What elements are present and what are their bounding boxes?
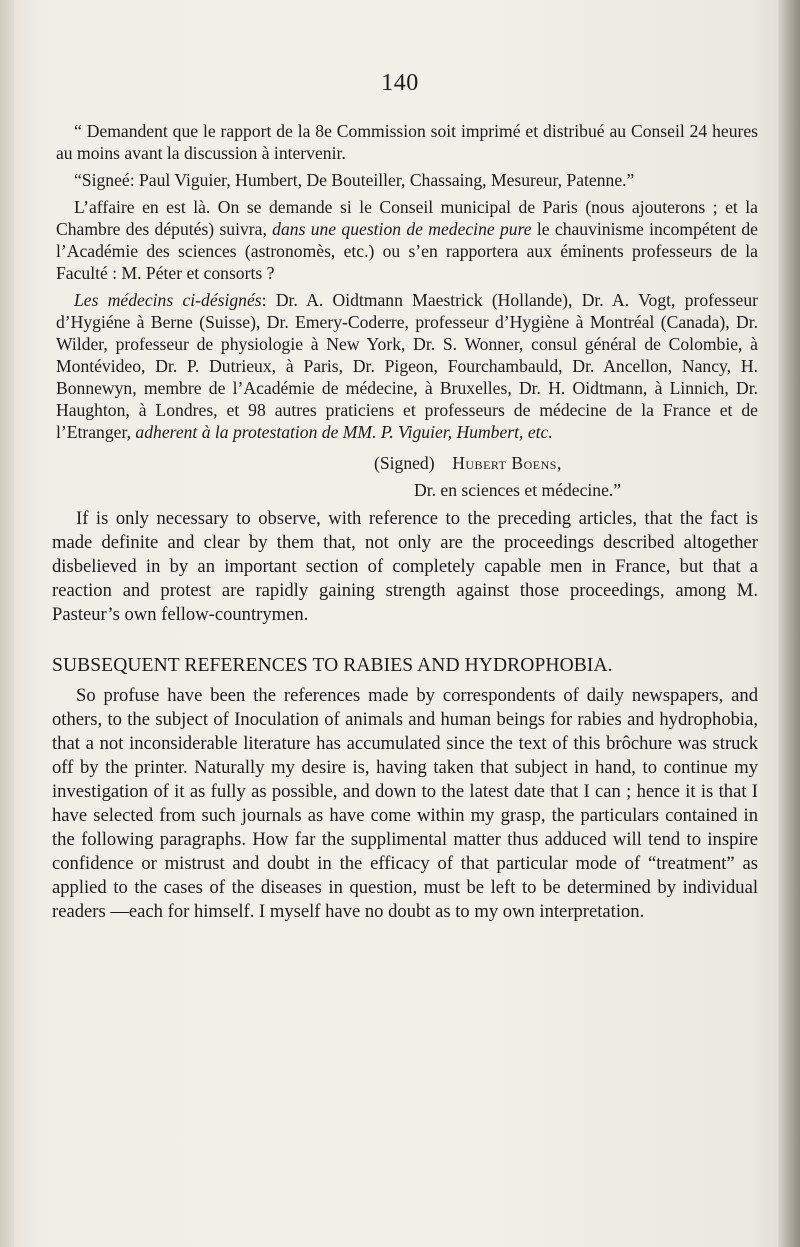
quote-paragraph-demand: “ Demandent que le rapport de la 8e Commission soit imprimé et distribué au Conseil 24 heures au moins avant la discussion à intervenir. bbox=[56, 121, 758, 163]
section-heading: SUBSEQUENT REFERENCES TO RABIES AND HYDROPHOBIA. bbox=[52, 655, 613, 676]
page-number: 140 bbox=[381, 70, 419, 96]
quote-affair-emphasis: dans une question de medecine pure bbox=[272, 219, 532, 239]
quote-physicians-emphasis: Les médecins ci-désignés bbox=[74, 290, 262, 310]
quote-paragraph-physicians bbox=[56, 289, 758, 443]
signed-name: Hubert Boens, bbox=[452, 453, 562, 473]
signed-title: Dr. en sciences et médecine.” bbox=[414, 480, 622, 500]
quote-physicians-adherent: adherent à la protestation de MM. P. Viguier, Humbert, etc. bbox=[135, 422, 553, 442]
main-body bbox=[52, 507, 758, 924]
body-paragraph-observation: If is only necessary to observe, with reference to the preceding articles, that the fact is made definite and clear by them that, not only are the proceedings described altogether disbelieved in by an important section of completely capable men in France, but that a reaction and protest are rapidly gaining strength against those proceedings, among M. Pasteur’s own fellow-countrymen. bbox=[52, 508, 758, 625]
page-text bbox=[52, 120, 758, 924]
body-paragraph-references: So profuse have been the references made by correspondents of daily newspapers, and others, to the subject of Inoculation of animals and human beings for rabies and hydrophobia, that a not inconsiderable literature has accumulated since the text of this brôchure was struck off by the printer. Naturally my desire is, having taken that subject in hand, to continue my investigation of it as fully as possible, and down to the latest date that I can ; hence it is that I have selected from such journals as have come within my grasp, the particulars contained in the following paragraphs. How far the supplimental matter thus adduced will tend to inspire confidence or mistrust and doubt in the efficacy of that particular mode of “treatment” as applied to the cases of the diseases in question, must be left to be determined by individual readers —each for himself. I myself have no doubt as to my own interpretation. bbox=[52, 685, 758, 922]
signed-label: (Signed) bbox=[374, 453, 435, 473]
signature-line bbox=[56, 452, 758, 474]
page-gutter bbox=[0, 0, 14, 1247]
quote-affair-text-b: le chauvinisme incompétent de l’Académie des sciences (astronomès, etc.) ou s’en rapportera aux éminents professeurs de la Faculté : M. Péter et consorts ? bbox=[56, 219, 758, 283]
quote-paragraph-signatories: “Signeé: Paul Viguier, Humbert, De Bouteiller, Chassaing, Mesureur, Patenne.” bbox=[74, 170, 635, 190]
quote-paragraph-affair bbox=[56, 196, 758, 284]
quote-physicians-list: : Dr. A. Oidtmann Maestrick (Hollande), Dr. A. Vogt, professeur d’Hygiéne à Berne (Suisse), Dr. Emery-Coderre, professeur d’Hygiène à Montréal (Canada), Dr. Wilder, professeur de physiologie à New York, Dr. S. Wonner, consul général de Colombie, à Montévideo, Dr. P. Dutrieux, à Paris, Dr. Pigeon, Fourchambauld, Dr. Ancellon, Nancy, H. Bonnewyn, membre de l’Académie de médecine, à Bruxelles, Dr. H. Oidtmann, à Linnich, Dr. Haughton, à Londres, et 98 autres praticiens et professeurs de médecine de la France et de l’Etranger, bbox=[56, 290, 758, 442]
french-quotation bbox=[52, 120, 758, 501]
quote-affair-text-a: L’affaire en est là. On se demande si le Conseil municipal de Paris (nous ajouterons ; et la Chambre des députés) suivra, bbox=[56, 197, 758, 239]
page-edge-shadow bbox=[778, 0, 800, 1247]
